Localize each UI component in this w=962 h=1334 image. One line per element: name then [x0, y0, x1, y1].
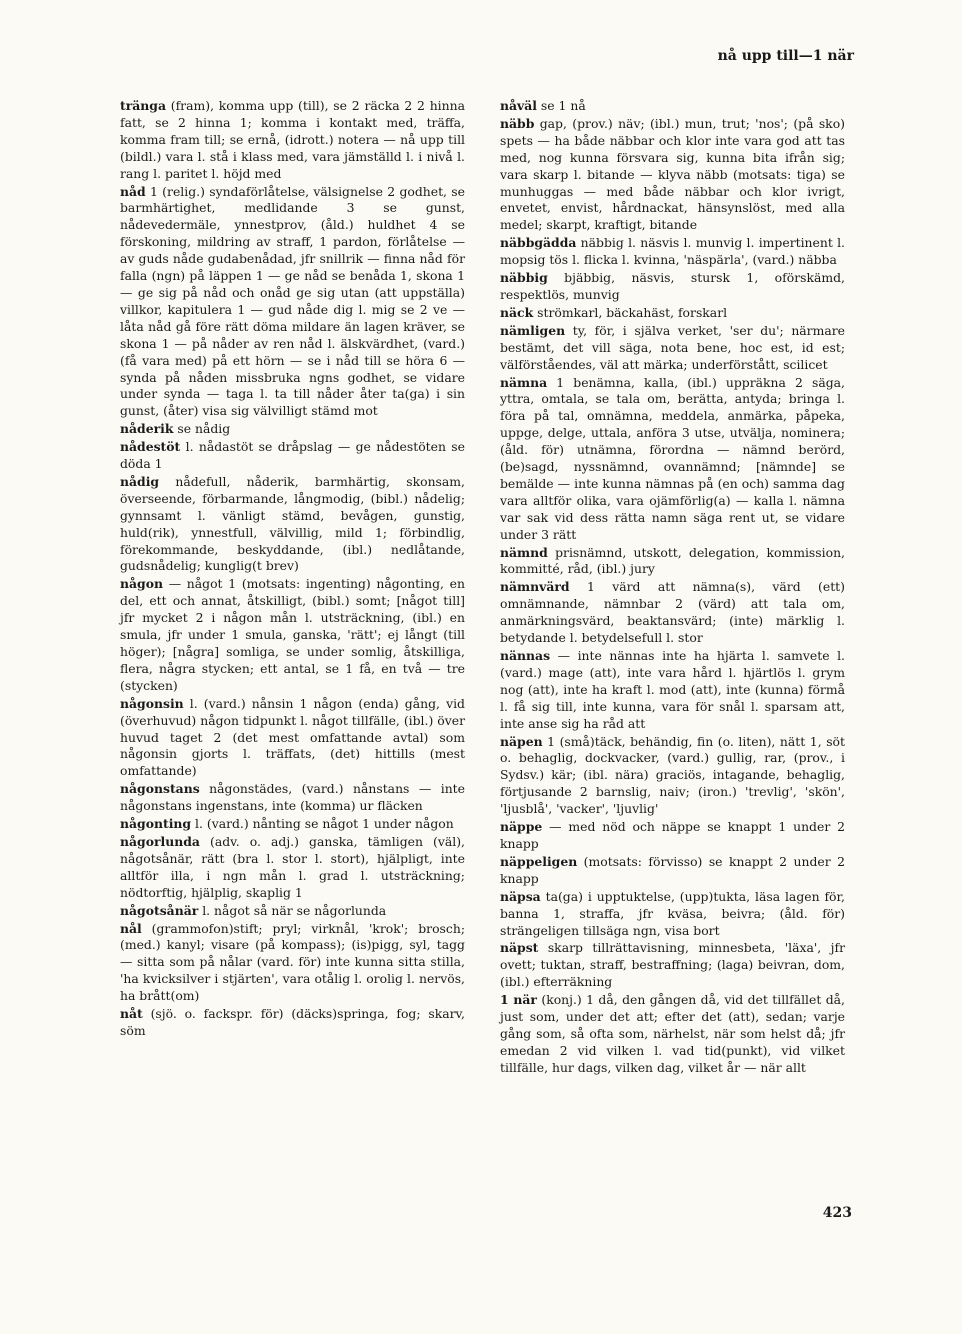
headword: nål [120, 920, 142, 936]
entry-nannas: nännas — inte nännas inte ha hjärta l. samvete l. (vard.) mage (att), inte vara hård l. hjärtlös l. grym nog (att), inte ha kraft l. mod (att), inte (kunna) förmå l. få sig till, inte kunna, vara för snål l. sparsam att, inte anse sig ha råd att [500, 648, 845, 731]
entry-nappe: näppe — med nöd och näppe se knappt 1 under 2 knapp [500, 819, 845, 851]
headword: näpsa [500, 888, 541, 904]
headword: näbbgädda [500, 235, 577, 251]
entry-nad: nåd 1 (relig.) syndaförlåtelse, välsignelse 2 godhet, se barmhärtighet, medlidande 3 se gunst, nådevedermäle, ynnestprov, (åld.) huldhet 4 se förskoning, mildring av straff, 1 pardon, förlåtelse — av guds nåde gudabenådad, jfr snillrik — finna nåd för falla (ngn) på läppen 1 — ge nåd se benåda 1, skona 1 — ge sig på nåd och onåd ge sig utan (att uppställa) villkor, kapitulera 1 — gud nåde dig l. mig se 2 ve — låta nåd gå före rätt döma mildare än lagen kräver, se skona 1 — på nåder av ren nåd l. älskvärdhet, (vard.) (få vara med) på ett hörn — se i nåd till se höra 6 — synda på nåden missbruka ngns godhet, se vidare under synda — taga l. ta till nåder åter ta(ga) i sin gunst, (åter) visa sig välvilligt stämd mot [120, 183, 465, 419]
entry-napst: näpst skarp tillrättavisning, minnesbeta, 'läxa', jfr ovett; tuktan, straff, bestraffning; (laga) beivran, dom, (ibl.) efterräkning [500, 940, 845, 990]
entry-nagorlunda: någorlunda (adv. o. adj.) ganska, tämligen (väl), någotsånär, rätt (bra l. stor l. stort), hjälpligt, inte alltför illa, i ngn mån l. grad l. utsträckning; nödtorftig, hjälplig, skaplig 1 [120, 833, 465, 900]
entry-nat: nåt (sjö. o. fackspr. för) (däcks)springa, fog; skarv, söm [120, 1006, 465, 1038]
entry-nagonstans: någonstans någonstädes, (vard.) nånstans — inte någonstans ingenstans, inte (komma) ur fläcken [120, 781, 465, 814]
headword: nådestöt [120, 439, 181, 455]
entry-nagonsin: någonsin l. (vard.) nånsin 1 någon (enda) gång, vid (överhuvud) någon tidpunkt l. något tillfälle, (ibl.) över huvud taget 2 (det mest omfattande avtal) som någonsin gjorts l. träffats, (det) hittills (mest omfattande) [120, 695, 465, 779]
entry-namna: nämna 1 benämna, kalla, (ibl.) uppräkna 2 säga, yttra, omtala, se tala om, berätta, antyda; bringa l. föra på tal, omnämna, meddela, anmärka, påpeka, uppge, delge, uttala, anföra 3 utse, utvälja, nominera; (åld. för) utnämna, förordna — nämnd berörd, (be)sagd, nyssnämnd, ovannämnd; [nämnde] se bemälde — inte kunna nämnas på (en och) samma dag vara alltför olika, vara ojämförlig(a) — kalla l. nämna var sak vid dess rätta namn säga rent ut, se vidare under 3 rätt [500, 374, 845, 542]
headword: nämnvärd [500, 579, 570, 595]
entry-nappeligen: näppeligen (motsats: förvisso) se knappt 2 under 2 knapp [500, 853, 845, 886]
entry-nadig: nådig nådefull, nåderik, barmhärtig, skonsam, överseende, förbarmande, långmodig, (bibl.) nådelig; gynnsamt l. vänligt stämd, bevågen, gunstig, huld(rik), ynnestfull, välvillig, mild 1; förbindlig, förekommande, beskyddande, (ibl.) nedlåtande, gudsnådelig; kunglig(t brev) [120, 473, 465, 574]
headword: 1 när [500, 992, 537, 1008]
headword: nämligen [500, 322, 566, 338]
headword: någonsin [120, 695, 184, 711]
headword: näbb [500, 115, 535, 131]
headword: någotsånär [120, 902, 199, 918]
headword: nådig [120, 473, 160, 489]
entry-nabbgadda: näbbgädda näbbig l. näsvis l. munvig l. impertinent l. mopsig tös l. flicka l. kvinna, 'näspärla', (vard.) näbba [500, 235, 845, 268]
entry-naderik: nåderik se nådig [120, 421, 231, 437]
headword: näpst [500, 940, 539, 956]
headword: nåt [120, 1006, 143, 1022]
entry-namnd: nämnd prisnämnd, utskott, delegation, kommission, kommitté, råd, (ibl.) jury [500, 544, 845, 577]
entry-nack: näck strömkarl, bäckahäst, forskarl [500, 304, 728, 320]
headword: nåväl [500, 98, 537, 113]
headword: näbbig [500, 270, 548, 286]
entry-nagonting: någonting l. (vard.) nånting se något 1 under någon [120, 816, 454, 832]
headword: någonting [120, 816, 192, 832]
entry-nagotsanar: någotsånär l. något så när se någorlunda [120, 902, 387, 918]
entry-nabbig: näbbig bjäbbig, näsvis, stursk 1, oförskämd, respektlös, munvig [500, 270, 845, 302]
headword: nämna [500, 374, 548, 390]
entry-napsa: näpsa ta(ga) i upptuktelse, (upp)tukta, läsa lagen för, banna 1, straffa, jfr kväsa, beivra; (åld. för) strängeligen tillsäga ngn, visa bort [500, 888, 845, 938]
headword: någonstans [120, 781, 200, 797]
headword: någon [120, 576, 163, 592]
entry-namnvard: nämnvärd 1 värd att nämna(s), värd (ett) omnämnande, nämnbar 2 (värd) att tala om, anmärkningsvärd, beaktansvärd; (inte) märklig l. betydande l. betydelsefull l. stor [500, 579, 845, 646]
headword: nämnd [500, 544, 548, 560]
right-column [500, 98, 845, 1078]
entry-nar: 1 när (konj.) 1 då, den gången då, vid det tillfället då, just som, under det att; efter det (att), sedan; varje gång som, så ofta som, närhelst, när som helst då; jfr emedan 2 vid vilken l. vad tid(punkt), vid vilket tillfälle, hur dags, vilken dag, vilket år — när allt [500, 992, 845, 1075]
headword: tränga [120, 98, 166, 113]
headword: nåderik [120, 421, 174, 437]
headword: näck [500, 304, 534, 320]
entry-nadestot: nådestöt l. nådastöt se dråpslag — ge nådestöten se döda 1 [120, 439, 465, 472]
headword: näpen [500, 733, 543, 749]
headword: nåd [120, 183, 146, 199]
headword: någorlunda [120, 833, 200, 849]
entry-nabb: näbb gap, (prov.) näv; (ibl.) mun, trut; 'nos'; (på sko) spets — ha både näbbar och klor inte vara god att tas med, nog kunna försvara sig, kunna bita ifrån sig; vara skarp l. bitande — klyva näbb (motsats: tiga) se munhuggas — med både näbbar och klor ivrigt, envetet, envist, hårdnackat, hänsynslöst, med alla medel; skarpt, kraftigt, bitande [500, 115, 845, 233]
entry-naval: nåväl se 1 nå [500, 98, 586, 113]
left-column [120, 98, 465, 1041]
entry-nagon: någon — något 1 (motsats: ingenting) någonting, en del, ett och annat, åtskilligt, (bibl.) somt; [något till] jfr mycket 2 i någon mån l. utsträckning, (ibl.) en smula, jfr under 1 smula, ganska, 'rätt'; ej långt (till höger); [några] somliga, se under somlig, åtskilliga, flera, några stycken; ett antal, se 1 få, en två — tre (stycken) [120, 576, 465, 693]
headword: nännas [500, 648, 551, 663]
entry-nal: nål (grammofon)stift; pryl; virknål, 'krok'; brosch; (med.) kanyl; visare (på kompass); (is)pigg, syl, tagg — sitta som på nålar (vard. för) inte kunna sitta stilla, 'ha kvicksilver i stjärten', vara otålig l. orolig l. nervös, ha brått(om) [120, 920, 465, 1004]
headword: näppeligen [500, 853, 578, 869]
running-header: nå upp till—1 när [717, 48, 854, 64]
page-number: 423 [822, 1205, 852, 1221]
headword: näppe [500, 819, 543, 835]
entry-napen: näpen 1 (små)täck, behändig, fin (o. liten), nätt 1, söt o. behaglig, dockvacker, (vard.) gullig, rar, (prov., i Sydsv.) kär; (ibl. nära) graciös, intagande, behaglig, förtjusande 2 barnslig, naiv; (iron.) 'trevlig', 'skön', 'ljusblå', 'vacker', 'ljuvlig' [500, 733, 845, 817]
entry-tranga: tränga (fram), komma upp (till), se 2 räcka 2 2 hinna fatt, se 2 hinna 1; komma i kontakt med, träffa, komma fram till; se ernå, (idrott.) notera — nå upp till (bildl.) vara l. stå i klass med, vara jämställd l. i nivå l. rang l. paritet l. höjd med [120, 98, 465, 181]
entry-namligen: nämligen ty, för, i själva verket, 'ser du'; närmare bestämt, det vill säga, nota bene, hoc est, id est; välförståendes, väl att märka; underförstått, scilicet [500, 322, 845, 372]
